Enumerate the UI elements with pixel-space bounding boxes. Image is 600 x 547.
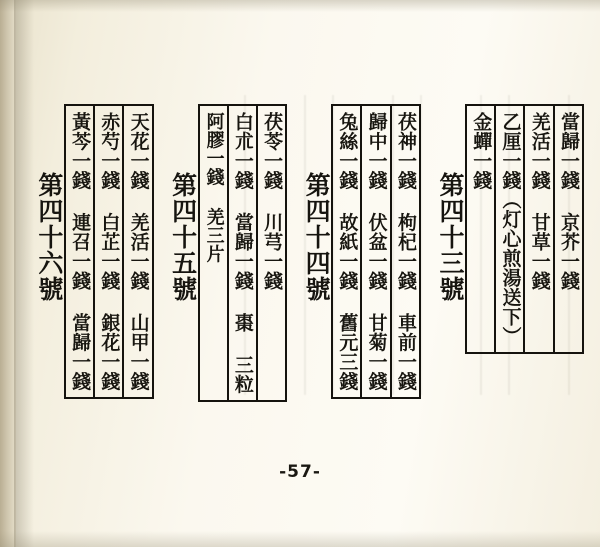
prescription-column: 羌活一錢 甘草一錢 <box>523 106 552 352</box>
prescription-title: 第四十六號 <box>34 172 64 302</box>
prescription-box <box>198 104 288 402</box>
prescription-column: 黃芩一錢 連召一錢 當歸一錢 <box>69 112 92 391</box>
prescription-box <box>465 104 584 354</box>
prescription-entry <box>433 104 584 354</box>
prescription-column: 茯苓一錢 川芎一錢 <box>256 106 285 400</box>
prescription-column: 兔絲一錢 故紙一錢 舊元三錢 <box>336 112 359 391</box>
prescription-column: 乙厘一錢（灯心煎湯送下） <box>494 106 523 352</box>
prescription-box <box>331 104 421 399</box>
prescription-title: 第四十四號 <box>302 172 332 302</box>
prescription-title: 第四十五號 <box>168 172 198 302</box>
prescription-title: 第四十三號 <box>435 172 465 302</box>
prescription-column: 金蟬一錢 <box>470 112 493 190</box>
prescription-entry <box>299 104 421 399</box>
prescription-column: 歸中一錢 伏盆一錢 甘菊一錢 <box>360 106 389 397</box>
prescription-column: 白朮一錢 當歸一錢 棗 三粒 <box>227 106 256 400</box>
prescription-column: 阿膠一錢 羌三片 <box>203 112 225 263</box>
prescription-column: 當歸一錢 京芥一錢 <box>553 106 582 352</box>
prescription-column: 天花一錢 羌活一錢 山甲一錢 <box>122 106 151 397</box>
prescription-entry <box>166 104 288 402</box>
prescription-entry <box>32 104 154 399</box>
prescription-box <box>64 104 154 399</box>
page-number: -57- <box>279 462 321 482</box>
prescription-column: 茯神一錢 枸杞一錢 車前一錢 <box>390 106 419 397</box>
prescription-list <box>22 104 584 444</box>
prescription-column: 赤芍一錢 白芷一錢 銀花一錢 <box>93 106 122 397</box>
